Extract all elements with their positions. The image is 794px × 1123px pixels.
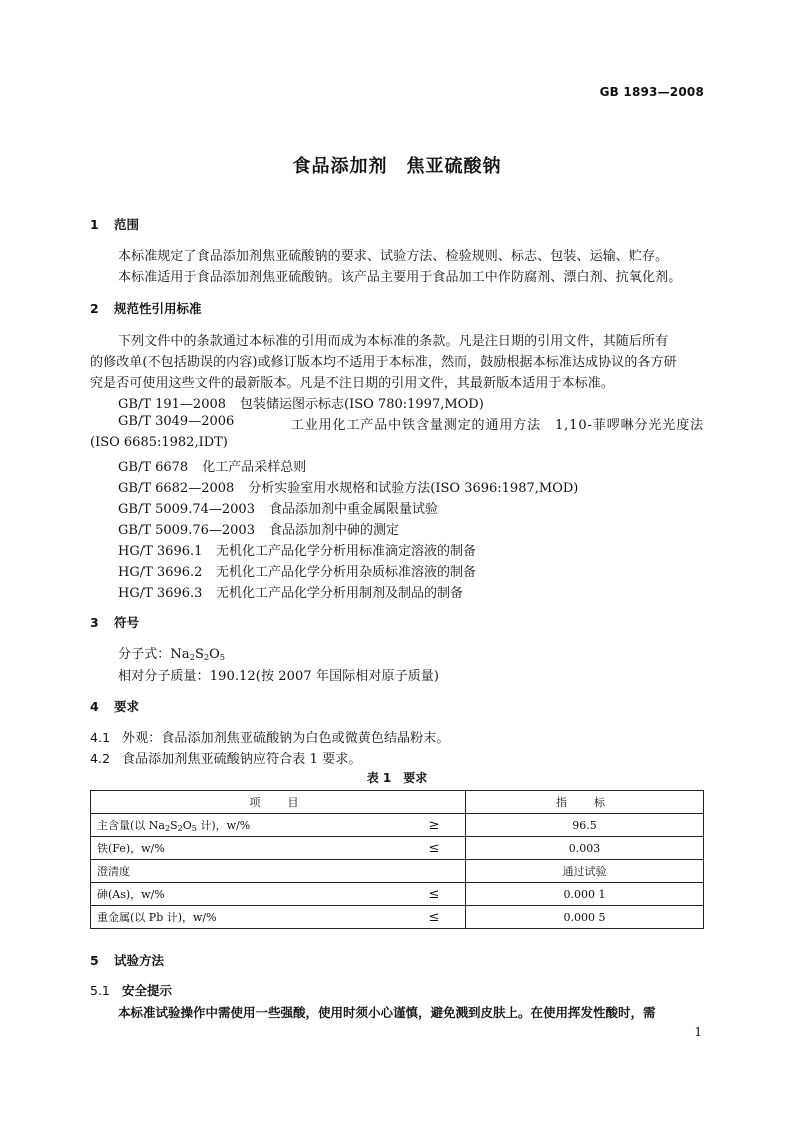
formula-subscript: 5: [219, 653, 226, 662]
reference-code: GB/T 3049—2006: [118, 414, 235, 429]
reference-title: 无机化工产品化学分析用制剂及制品的制备: [216, 586, 464, 601]
formula-part: O: [209, 647, 220, 662]
reference-code: GB/T 5009.76—2003: [118, 523, 255, 538]
standard-number: GB 1893—2008: [599, 85, 704, 99]
clause-4-1: [90, 727, 450, 746]
reference-item: [118, 540, 476, 559]
reference-code: GB/T 191—2008: [118, 397, 227, 412]
item-name: 重金属(以 Pb 计)，w/%: [91, 906, 404, 929]
clause-text: 外观：食品添加剂焦亚硫酸钠为白色或微黄色结晶粉末。: [122, 731, 450, 746]
section-title: 符号: [114, 615, 140, 630]
section-title: 试验方法: [114, 953, 165, 968]
reference-title: 无机化工产品化学分析用杂质标准溶液的制备: [216, 565, 477, 580]
clause-4-2: [90, 748, 362, 767]
reference-item: [118, 456, 306, 475]
reference-title: 无机化工产品化学分析用标准滴定溶液的制备: [216, 544, 477, 559]
section-number: 2: [90, 301, 99, 316]
clause-5-1-heading: [90, 981, 172, 999]
comparison-sign: [403, 860, 466, 883]
reference-continuation: (ISO 6685:1982,IDT): [90, 435, 228, 450]
reference-code: GB/T 6678: [118, 460, 189, 475]
item-value: 96.5: [466, 814, 704, 837]
formula-part: S: [194, 647, 204, 662]
reference-item: [118, 498, 438, 517]
clause-number: 4.2: [90, 751, 111, 766]
table-row: [91, 814, 704, 837]
reference-item: [118, 582, 463, 601]
paragraph: 本标准规定了食品添加剂焦亚硫酸钠的要求、试验方法、检验规则、标志、包装、运输、贮存。: [118, 249, 669, 264]
item-text: 主含量(以 Na: [97, 819, 165, 832]
document-title: 食品添加剂 焦亚硫酸钠: [292, 156, 502, 177]
formula-subscript: 5: [191, 824, 197, 833]
clause-title: 安全提示: [122, 983, 173, 998]
item-text: 计)，w/%: [196, 819, 251, 832]
reference-title: 分析实验室用水规格和试验方法(ISO 3696:1987,MOD): [248, 481, 579, 496]
section-4-heading: [90, 697, 139, 715]
section-number: 1: [90, 217, 99, 232]
item-name: 铁(Fe)，w/%: [91, 837, 404, 860]
paragraph: 本标准适用于食品添加剂焦亚硫酸钠。该产品主要用于食品加工中作防腐剂、漂白剂、抗氧化剂。: [118, 270, 682, 285]
clause-number: 4.1: [90, 730, 111, 745]
reference-item: [118, 477, 578, 496]
reference-code: GB/T 5009.74—2003: [118, 502, 255, 517]
molecular-formula: [118, 643, 225, 662]
item-value: 通过试验: [466, 860, 704, 883]
comparison-sign: ≤: [403, 906, 466, 929]
molecular-mass: 相对分子质量：190.12(按 2007 年国际相对原子质量): [118, 669, 440, 684]
paragraph: 的修改单(不包括勘误的内容)或修订版本均不适用于本标准，然而，鼓励根据本标准达成协议的各方研: [90, 355, 677, 370]
item-text: O: [182, 819, 192, 832]
item-text: S: [170, 819, 178, 832]
table-row: [91, 837, 704, 860]
clause-text: 食品添加剂焦亚硫酸钠应符合表 1 要求。: [122, 752, 362, 767]
comparison-sign: ≤: [403, 837, 466, 860]
reference-title: 食品添加剂中重金属限量试验: [268, 502, 438, 517]
item-value: 0.000 5: [466, 906, 704, 929]
section-number: 5: [90, 953, 99, 968]
reference-title: 化工产品采样总则: [202, 460, 307, 475]
formula-subscript: 2: [164, 824, 171, 833]
paragraph: 究是否可使用这些文件的最新版本。凡是不注日期的引用文件，其最新版本适用于本标准。: [90, 376, 615, 391]
comparison-sign: ≤: [403, 883, 466, 906]
reference-item: [118, 414, 704, 433]
table-row: [91, 860, 704, 883]
paragraph: 下列文件中的条款通过本标准的引用而成为本标准的条款。凡是注日期的引用文件，其随后所有: [118, 334, 669, 349]
comparison-sign: ≥: [403, 814, 466, 837]
reference-item: [118, 519, 399, 538]
column-header-item: 项 目: [91, 791, 466, 814]
item-value: 0.003: [466, 837, 704, 860]
table-header-row: [91, 791, 704, 814]
reference-title: 包装储运图示标志(ISO 780:1997,MOD): [240, 397, 484, 412]
reference-item: [118, 393, 484, 412]
table-caption: 表 1 要求: [366, 771, 428, 785]
reference-code: GB/T 6682—2008: [118, 481, 235, 496]
section-2-heading: [90, 299, 202, 317]
section-title: 规范性引用标准: [114, 301, 202, 316]
section-number: 3: [90, 615, 99, 630]
formula-label: 分子式：: [118, 647, 171, 662]
item-name: [91, 814, 404, 837]
section-title: 范围: [114, 217, 140, 232]
reference-code: HG/T 3696.1: [118, 544, 203, 559]
item-name: 澄清度: [91, 860, 404, 883]
formula-subscript: 2: [189, 653, 195, 662]
item-value: 0.000 1: [466, 883, 704, 906]
clause-number: 5.1: [90, 983, 110, 998]
reference-title: 工业用化工产品中铁含量测定的通用方法 1,10-菲啰啉分光光度法: [290, 418, 704, 433]
item-name: 砷(As)，w/%: [91, 883, 404, 906]
formula-part: Na: [170, 647, 190, 662]
reference-title: 食品添加剂中砷的测定: [268, 523, 399, 538]
table-row: [91, 906, 704, 929]
section-5-heading: [90, 951, 164, 969]
section-1-heading: [90, 215, 139, 233]
requirements-table: [90, 790, 704, 929]
page-number: 1: [694, 1025, 702, 1039]
safety-note-text: 本标准试验操作中需使用一些强酸，使用时须小心谨慎，避免溅到皮肤上。在使用挥发性酸时，需: [118, 1005, 656, 1020]
section-title: 要求: [114, 699, 140, 714]
reference-code: HG/T 3696.3: [118, 586, 203, 601]
section-number: 4: [90, 699, 99, 714]
section-3-heading: [90, 613, 139, 631]
formula-subscript: 2: [203, 653, 210, 662]
reference-item: [118, 561, 476, 580]
table-row: [91, 883, 704, 906]
column-header-value: 指 标: [466, 791, 704, 814]
reference-code: HG/T 3696.2: [118, 565, 203, 580]
formula-subscript: 2: [177, 824, 183, 833]
